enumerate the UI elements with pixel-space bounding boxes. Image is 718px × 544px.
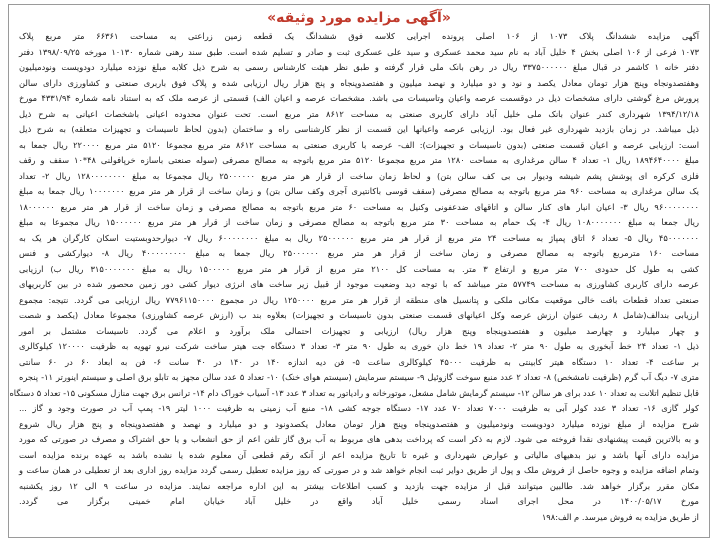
notice-body-line: مبلغ ۱۸۹۴۶۴۰۰۰۰ ریال ۱- تعداد ۴ سالن مرغداری به مساحت ۱۲۸۰ متر مربع مجموعا ۵۱۲۰ متر مربع باتوجه به مصالح مصرفی (سوله صنعتی باسازه خرپافولنی ۴۸*۱۰ سقف و رقف bbox=[19, 155, 700, 165]
notice-body-line: فلزی کرکره ای پوشش پشم شیشه ودیوار بی بی کف سالن بتن) و لحاظ زمان ساخت از قرار هر متر مربع ۲۵۰۰۰۰۰۰ ریال مجموعا به مبلغ ۱۲۸۰۰۰۰۰۰۰۰ ریال ۲- تعداد bbox=[19, 170, 699, 181]
notice-body-line: از طریق مزایده به فروش میرسد. م الف:۱۹۸ bbox=[541, 511, 699, 522]
notice-body-line: متری ۷- دیگ آب گرم (ظرفیت نامشخص) ۸- تعداد ۲ عدد منبع سوخت گازوئیل ۹- سیستم سرمایش (سیستم هوای خنک) ۱۰- تعداد ۵ عدد سالن مجهز به تابلو برق اصلی و سیستم اینورتر ۱۱- پنجره bbox=[19, 372, 700, 382]
notice-body-line: قابل تنظیم اتلانت به تعداد ۱۰ عدد برای هر سالن ۱۲- سیستم گرمایش شامل مشعل، موتورخانه و رادیاتور به تعداد ۳ عدد ۱۳- آسیاب خوراک دام ۱۴- ترانس برق جهت منازل مسکونی ۱۵- تعداد ۵ دستگاه bbox=[9, 387, 699, 398]
notice-body-line: بر ساعت ۴- تعداد ۱۰ دستگاه هیتر کابینتی به ظرفیت ۴۵۰۰۰ کیلوکالری ساعت ۵- فن دیه اندازه ۱۴۰ در ۱۴۰ در ۴۰ سانت ۶- فن به ابعاد ۶۰ در ۶۰ سانتی bbox=[19, 356, 699, 367]
notice-body-line: مزایده دارای آنها باشد و نیز بدهیهای مالیاتی و عوارض شهرداری و غیره تا تاریخ مزایده اعم از آنکه رقم قطعی آن معلوم شده یا نشده باشد به عهده برنده مزایده است bbox=[19, 449, 699, 460]
notice-body-line: عرصه دارای کاربری کشاورزی به مساحت ۵۷۷۴۹ متر میباشد که با توجه دید وضعیت موجود از قبیل زیر ساخت های انرژی دیوار کشی دور زمین محصور شده در بین کاربریهای bbox=[19, 279, 699, 289]
notice-body-line: ذیل میباشد. در زمان بازدید شهرداری غیر فعال بود. ارزیابی عرصه واعیانها این قسمت از نظر کارشناسی راه و ساختمان (بدون لحاظ تاسیسات و تجهیزات متعلقه) به شرح ذیل bbox=[19, 124, 699, 134]
notice-body-line: کولر گازی ۱۶- تعداد ۳ عدد کولر آبی به ظرفیت ۷۰۰۰ تعداد ۷۰ عدد ۱۷- دستگاه جوجه کشی ۱۸- منبع آب زمینی به ظرفیت ۱۰۰۰ لیتر ۱۹- پمپ آب در صورت وجود و گاز ... bbox=[19, 403, 699, 413]
notice-body-line: دفتر خانه ۱ کاشمر در قبال مبلغ ۳۳۷۵۰۰۰۰۰۰ ریال در رهن بانک ملی قرار گرفته و طبق نظر هیئت کارشناس رسمی به شرح ذیل کلابه مبلغ نوزده میلیارد دودویست ونودمیلیون bbox=[19, 62, 699, 72]
notice-body-line: آگهی مزایده ششدانگ پلاک ۱۰۷۳ از ۱۰۶ اصلی پرونده اجرایی کلاسه فوق ششدانگ یک قطعه زمین زراعتی به مساحت ۶۶۳۶۱ متر مربع پلاک bbox=[19, 31, 700, 41]
notice-body-line: یک سالن مرغداری به مساحت ۹۶۰ متر مربع باتوجه به مصالح مصرفی (سقف قوسی باکانتیری آجری وکف سالن بتن) و زمان ساخت از قرار هر متر مربع ۱۰۰۰۰۰۰۰ ریال جمعا به مبلغ bbox=[19, 186, 699, 196]
notice-body-line: مساحت ۱۶۰ مترمربع باتوجه به مصالح مصرفی و زمان ساخت از قرار هر متر مربع ۲۵۰۰۰۰۰۰ ریال جمعا به مبلغ ۴۰۰۰۰۰۰۰۰۰ ریال ۸- دیوارکشی و فنس bbox=[19, 248, 699, 258]
notice-body-line: ۴۵۰۰۰۰۰۰۰ ریال ۵- تعداد ۶ اتاق پمپاژ به مساحت ۲۴ متر مربع از قرار هر متر مربع ۲۵۰۰۰۰۰۰ ریال به مبلغ ۶۰۰۰۰۰۰۰۰ ریال ۷- دیوارحدوبستیت اسکان کارگران هر یک به bbox=[19, 232, 700, 243]
notice-body-line: وتمام اضافه مزایده و وجوه حاصل از فروش ملک و پول از طریق دوایر ثبت انجام خواهد شد و در صورتی که روز مزایده تعطیل رسمی گردد مزایده روز اداری بعد از تعطیلی در همان ساعت و bbox=[19, 465, 699, 475]
notice-body bbox=[9, 29, 700, 525]
notice-body-line: ۱۳۹۴/۱۲/۱۸ شهرداری کندر عنوان بانک ملی خلیل آباد دارای کاربری صنعتی به مساحت ۸۶۱۲ متر مربع است. تحت عنوان محدوده اعیانی باشخصات اعیانی به شرح ذیل bbox=[19, 108, 699, 119]
notice-body-line: ۹۶۰۰۰۰۰۰۰۰ ریال ۳- اعیان انبار های کنار سالن و اتاقهای ضدعفونی وکنیل به مساحت ۶۰ متر مربع باتوجه به مصالح مصرفی و زمان ساخت از قرار هر متر مربع ۱۸۰۰۰۰۰۰ bbox=[19, 201, 699, 212]
notice-body-line: مورخ ۱۴۰۰/۰۵/۱۷ در محل اجرای اسناد رسمی خلیل آباد واقع در خلیل آباد خیابان امام خمینی برگزار می گردد. bbox=[19, 496, 699, 506]
notice-body-line: کشی به طول کل حدودی ۷۰۰ متر مربع و ارتفاع ۳ متر. به مساحت کل ۲۱۰۰ متر مربع از قرار هر متر مربع ۱۵۰۰۰۰۰ ریال به مبلغ ۳۱۵۰۰۰۰۰۰۰ ریال ب) ارزیابی bbox=[19, 263, 700, 274]
notice-body-line: است: ارزیابی عرصه و اعیان قسمت صنعتی (بدون تاسیسات و تجهیزات): الف- عرصه با کاربری صنعتی به مساحت ۸۶۱۲ متر مربع مجموعا ۵۱۲۰ متر مربع ۲۲۰۰۰۰ ریال جمعا به bbox=[19, 139, 700, 150]
notice-body-line: شرح مزایده از مبلغ نوزده میلیارد دودویست ونودمیلیون و هفتصدوپنجاه وپنج هزار تومان معادل یکصدونود و دو میلیارد و نهصد و هفتصدوپنجاه و پنج هزار ریال شروع bbox=[19, 418, 699, 429]
notice-title: «آگهی مزایده مورد وثیقه» bbox=[259, 10, 459, 26]
notice-frame bbox=[8, 4, 710, 538]
notice-body-line: مکان مقرر برگزار خواهد شد. طالبین میتوانند قبل از مزایده جهت بازدید و کسب اطلاعات بیشتر به این اداره مراجعه نمایند. مزایده در ساعت ۹ الی ۱۲ روز یکشنبه bbox=[19, 480, 700, 491]
notice-body-line: وهفتصدونجاه وپنج هزار تومان معادل یکصد و نود و دو میلیارد و نهصد میلیون و هفتصدوپنجاه و پنج هزار ریال ارزیابی شده و پلاک فوق باربری صنعتی و کشاورزی دارای سالن bbox=[19, 77, 699, 88]
notice-body-line: ذیل ۱- تعداد ۲۴ خط آبخوری به طول ۹۰ متر ۲- تعداد ۱۹ خط دان خوری به طول ۹۰ متر ۳- تعداد ۳ دستگاه جت هیتر ساخت شرکت نیرو تهویه به ظرفیت ۱۲۰۰۰۰ کیلوکالری bbox=[19, 341, 699, 351]
notice-body-line: ریال جمعا به مبلغ ۱۰۸۰۰۰۰۰۰۰ ریال ۴- یک حمام به مساحت ۳۰ متر مربع باتوجه به مصالح مصرفی و زمان ساخت از قرار هر متر مربع ۱۵۰۰۰۰۰۰ ریال مجموعا به مبلغ bbox=[19, 217, 699, 227]
notice-body-line: و به بالاترین قیمت پیشنهادی نقدا فروخته می شود. لازم به ذکر است که پرداخت بدهی های مربوط به آب برق گاز تلفن اعم از حق انشعاب و یا حق اشتراک و مصرف در صورتی که مورد bbox=[19, 434, 699, 444]
notice-body-line: و چهار میلیارد و چهارصد میلیون و هفتصدوپنجاه وپنج هزار ریال) ارزیابی و تجهیزات احتمالی ملک برآورد و اعلام می گردد. تاسیسات مشتمل بر امور bbox=[19, 325, 699, 336]
notice-body-line: صنعتی تعداد قطعات بافت خالی موقعیت مکانی ملکی و پتانسیل های منطقه از قرار هر متر مربع ۱۲۵۰۰۰۰ ریال در مجموع ۷۷۹۶۱۱۵۰۰۰۰ ریال ارزیابی می گردد. نتیجه: مجموع bbox=[19, 294, 699, 305]
notice-body-line: ۱۰۷۳ فرعی از ۱۰۶ اصلی بخش ۴ خلیل آباد به نام سید محمد عسکری و سید علی عسکری ثبت و صادر و تسلیم شده است. طبق سند رهنی شماره ۱۰۱۳۰ مورخه ۱۳۹۸/۰۹/۲۵ دفتر bbox=[19, 46, 699, 57]
notice-body-line: ارزیابی بندالف(شامل ۸ ردیف عنوان ارزش عرصه وکل اعیانهای قسمت صنعتی بدون تاسیسات و تجهیزات) بعلاوه بند ب (ارزش عرصه کشاورزی) مجموعا معادل (یکصد و شصت bbox=[19, 310, 699, 320]
notice-body-line: پرورش مرغ گوشتی دارای مشخصات ذیل در دوقسمت عرصه واعیان وتاسیسات می باشد. مشخصات عرصه و اعیان الف) قسمتی از عرصه ملک که به استناد نامه شماره ۴۳۳۱/۹۴ مورخ bbox=[19, 93, 699, 103]
notice-title-wrap bbox=[9, 7, 709, 26]
